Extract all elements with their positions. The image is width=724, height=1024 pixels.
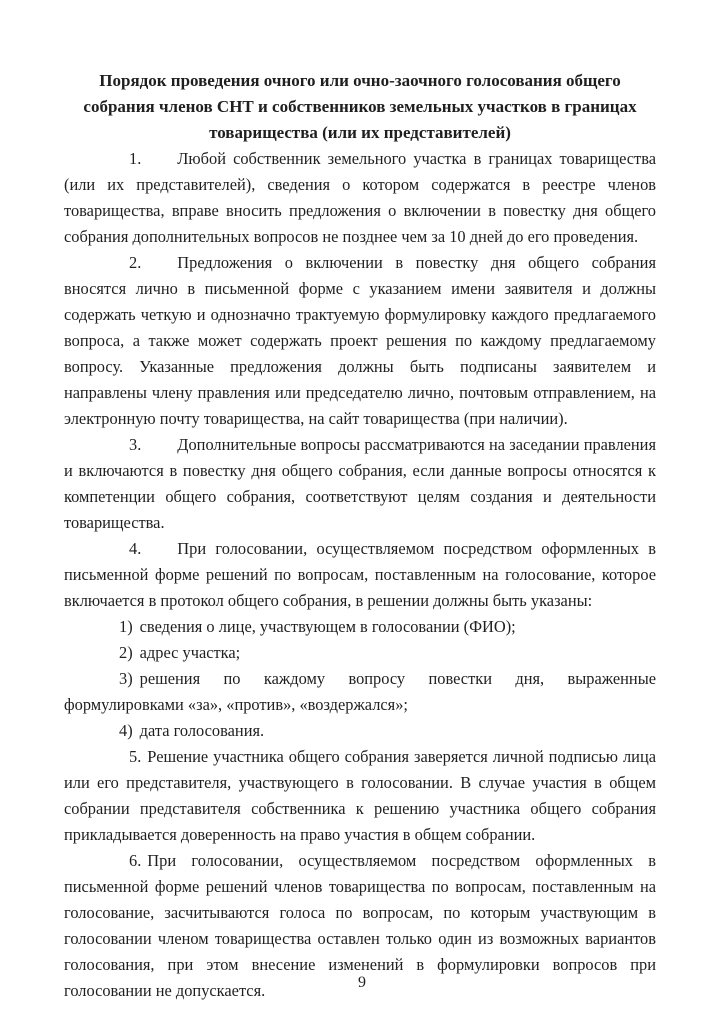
list-item-1-text: сведения о лице, участвующем в голосовании (ФИО); [139, 617, 516, 636]
paragraph-1-text: Любой собственник земельного участка в границах товарищества (или их представителей), сведения о котором содержатся в реестре членов товарищества, вправе вносить предложения о включении в повестку дня общего собрания дополнительных вопросов не позднее чем за 10 дней до его проведения. [64, 149, 656, 246]
paragraph-3-text: Дополнительные вопросы рассматриваются на заседании правления и включаются в повестку дня общего собрания, если данные вопросы относятся к компетенции общего собрания, соответствуют целям создания и деятельности товарищества. [64, 435, 656, 532]
list-item-2-text: адрес участка; [139, 643, 241, 662]
list-item-3-number: 3) [119, 669, 133, 688]
list-item-1 [64, 614, 656, 640]
title-line-3: товарищества (или их представителей) [209, 123, 511, 142]
list-item-4-number: 4) [119, 721, 133, 740]
paragraph-5-text: Решение участника общего собрания заверяется личной подписью лица или его представителя, участвующего в голосовании. В случае участия в общем собрании представителя собственника к решению участника общего собрания прикладывается доверенность на право участия в общем собрании. [64, 747, 656, 844]
paragraph-6-number: 6. [129, 851, 142, 870]
paragraph-6-text: При голосовании, осуществляемом посредством оформленных в письменной форме решений членов товарищества по вопросам, поставленным на голосование, засчитываются голоса по вопросам, по которым участвующим в голосовании членом товарищества оставлен только один из возможных вариантов голосования, при этом внесение изменений в формулировки вопросов при голосовании не допускается. [64, 851, 656, 1000]
page-number: 9 [358, 974, 366, 991]
paragraph-5 [64, 744, 656, 848]
title-line-2: собрания членов СНТ и собственников земельных участков в границах [83, 97, 637, 116]
list-item-4-text: дата голосования. [139, 721, 265, 740]
paragraph-3 [64, 432, 656, 536]
document-body [64, 146, 656, 1004]
paragraph-4 [64, 536, 656, 614]
title-line-1: Порядок проведения очного или очно-заочного голосования общего [99, 71, 621, 90]
list-item-3 [64, 666, 656, 718]
list-item-1-number: 1) [119, 617, 133, 636]
paragraph-1-number: 1. [129, 149, 142, 168]
paragraph-2 [64, 250, 656, 432]
paragraph-2-number: 2. [129, 253, 142, 272]
paragraph-3-number: 3. [129, 435, 142, 454]
list-item-2 [64, 640, 656, 666]
paragraph-4-number: 4. [129, 539, 142, 558]
paragraph-4-text: При голосовании, осуществляемом посредством оформленных в письменной форме решений по вопросам, поставленным на голосование, которое включается в протокол общего собрания, в решении должны быть указаны: [64, 539, 656, 610]
paragraph-2-text: Предложения о включении в повестку дня общего собрания вносятся лично в письменной форме с указанием имени заявителя и должны содержать четкую и однозначно трактуемую формулировку каждого предлагаемого вопроса, а также может содержать проект решения по каждому предлагаемому вопросу. Указанные предложения должны быть подписаны заявителем и направлены члену правления или председателю лично, почтовым отправлением, на электронную почту товарищества, на сайт товарищества (при наличии). [64, 253, 656, 428]
document-title [64, 68, 656, 146]
paragraph-1 [64, 146, 656, 250]
list-item-4 [64, 718, 656, 744]
list-item-2-number: 2) [119, 643, 133, 662]
list-item-3-text: решения по каждому вопросу повестки дня, выраженные формулировками «за», «против», «воздержался»; [64, 669, 656, 714]
paragraph-5-number: 5. [129, 747, 142, 766]
